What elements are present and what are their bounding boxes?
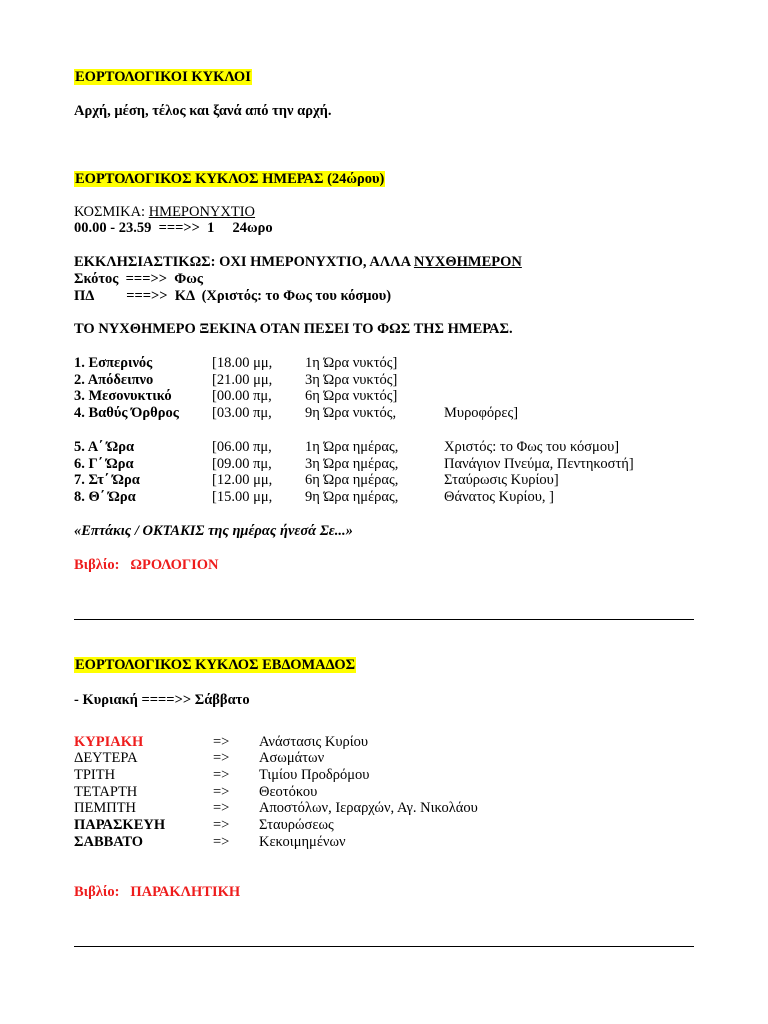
hour-note: Μυροφόρες] [444,405,519,421]
ekklis-label: ΕΚΚΛΗΣΙΑΣΤΙΚΩΣ: ΟΧΙ ΗΜΕΡΟΝΥΧΤΙΟ, ΑΛΛΑ [74,254,414,270]
arrow: => [213,750,230,766]
weekday-dedication: Ανάστασις Κυρίου [259,734,369,750]
hour-name: 4. Βαθύς Όρθρος [74,405,179,421]
section-title [74,69,252,86]
week-range-line: - Κυριακή ====>> Σάββατο [74,692,250,708]
hour-time: [00.00 πμ, [212,388,272,404]
weekday-dedication: Ασωμάτων [259,750,325,766]
arrow: => [213,767,230,783]
arrow: => [213,784,230,800]
hour-label: 9η Ώρα νυκτός, [305,405,397,421]
weekday-dedication: Τιμίου Προδρόμου [259,767,370,783]
weekday-row [74,817,694,834]
section-divider [74,619,694,620]
arrow: => [213,800,230,816]
day-cycle-heading-line [74,171,385,188]
hour-note: Πανάγιον Πνεύμα, Πεντηκοστή] [444,456,634,472]
hour-label: 3η Ώρα νυκτός] [305,372,398,388]
weekday-dedication: Κεκοιμημένων [259,834,346,850]
weekday-dedication: Θεοτόκου [259,784,318,800]
weekday-row [74,784,694,801]
weekday-name: ΠΑΡΑΣΚΕΥΗ [74,817,166,833]
statement-line: ΤΟ ΝΥΧΘΗΜΕΡΟ ΞΕΚΙΝΑ ΟΤΑΝ ΠΕΣΕΙ ΤΟ ΦΩΣ ΤΗΣ ΗΜΕΡΑΣ. [74,321,513,337]
weekday-dedication: Σταυρώσεως [259,817,334,833]
weekday-name: ΣΑΒΒΑΤΟ [74,834,144,850]
time-range-line: 00.00 - 23.59 ===>> 1 24ωρο [74,220,273,236]
weekday-row [74,767,694,784]
weekday-name: ΠΕΜΠΤΗ [74,800,137,816]
hour-row [74,405,694,422]
weekday-row [74,734,694,751]
weekday-row [74,750,694,767]
hour-row [74,388,694,405]
hour-label: 6η Ώρα ημέρας, [305,472,399,488]
hour-name: 8. Θ΄ Ώρα [74,489,136,505]
hour-name: 7. Στ΄ Ώρα [74,472,140,488]
kosmika-label: ΚΟΣΜΙΚΑ: [74,204,149,220]
day-book-label: Βιβλίο: ΩΡΟΛΟΓΙΟΝ [74,557,219,573]
weekday-name: ΚΥΡΙΑΚΗ [74,734,144,750]
hour-time: [03.00 πμ, [212,405,272,421]
weekday-dedication: Αποστόλων, Ιεραρχών, Αγ. Νικολάου [259,800,478,816]
weekday-name: ΤΡΙΤΗ [74,767,116,783]
arrow: => [213,734,230,750]
quote-line: «Επτάκις / ΟΚΤΑΚΙΣ της ημέρας ήνεσά Σε...» [74,523,353,539]
hour-row [74,472,694,489]
skotos-line: Σκότος ===>> Φως [74,271,203,287]
hour-label: 6η Ώρα νυκτός] [305,388,398,404]
pd-line: ΠΔ ===>> ΚΔ (Χριστός: το Φως του κόσμου) [74,288,392,304]
weekday-row [74,800,694,817]
hour-time: [21.00 μμ, [212,372,273,388]
hour-name: 6. Γ΄ Ώρα [74,456,134,472]
hour-label: 9η Ώρα ημέρας, [305,489,399,505]
weekday-name: ΔΕΥΤΕΡΑ [74,750,138,766]
hour-name: 2. Απόδειπνο [74,372,154,388]
hour-note: Χριστός: το Φως του κόσμου] [444,439,620,455]
hour-label: 1η Ώρα νυκτός] [305,355,398,371]
hour-note: Σταύρωσις Κυρίου] [444,472,559,488]
kosmika-line [74,204,255,221]
hour-name: 3. Μεσονυκτικό [74,388,172,404]
arrow: => [213,834,230,850]
hour-row [74,372,694,389]
hour-row [74,355,694,372]
day-cycle-heading: ΕΟΡΤΟΛΟΓΙΚΟΣ ΚΥΚΛΟΣ ΗΜΕΡΑΣ (24ώρου) [75,171,385,187]
weekday-row [74,834,694,851]
kosmika-term: ΗΜΕΡΟΝΥΧΤΙΟ [148,204,256,220]
ekklis-term: ΝΥΧΘΗΜΕΡΟΝ [413,254,522,270]
hour-row [74,489,694,506]
hour-note: Θάνατος Κυρίου, ] [444,489,554,505]
hour-label: 1η Ώρα ημέρας, [305,439,399,455]
hour-name: 5. Α΄ Ώρα [74,439,135,455]
hour-time: [18.00 μμ, [212,355,273,371]
arrow: => [213,817,230,833]
weekday-name: ΤΕΤΑΡΤΗ [74,784,138,800]
hour-time: [12.00 μμ, [212,472,273,488]
main-heading: ΕΟΡΤΟΛΟΓΙΚΟΙ ΚΥΚΛΟΙ [75,69,251,85]
hour-row [74,439,694,456]
hour-name: 1. Εσπερινός [74,355,153,371]
hour-row [74,456,694,473]
hour-time: [06.00 πμ, [212,439,272,455]
week-cycle-heading: ΕΟΡΤΟΛΟΓΙΚΟΣ ΚΥΚΛΟΣ ΕΒΔΟΜΑΔΟΣ [75,657,356,673]
ekklis-line [74,254,522,271]
week-cycle-heading-line [74,657,356,674]
hour-time: [09.00 πμ, [212,456,272,472]
week-book-label: Βιβλίο: ΠΑΡΑΚΛΗΤΙΚΗ [74,884,241,900]
hour-time: [15.00 μμ, [212,489,273,505]
section-subtitle: Αρχή, μέση, τέλος και ξανά από την αρχή. [74,103,332,119]
hour-label: 3η Ώρα ημέρας, [305,456,399,472]
section-divider [74,946,694,947]
